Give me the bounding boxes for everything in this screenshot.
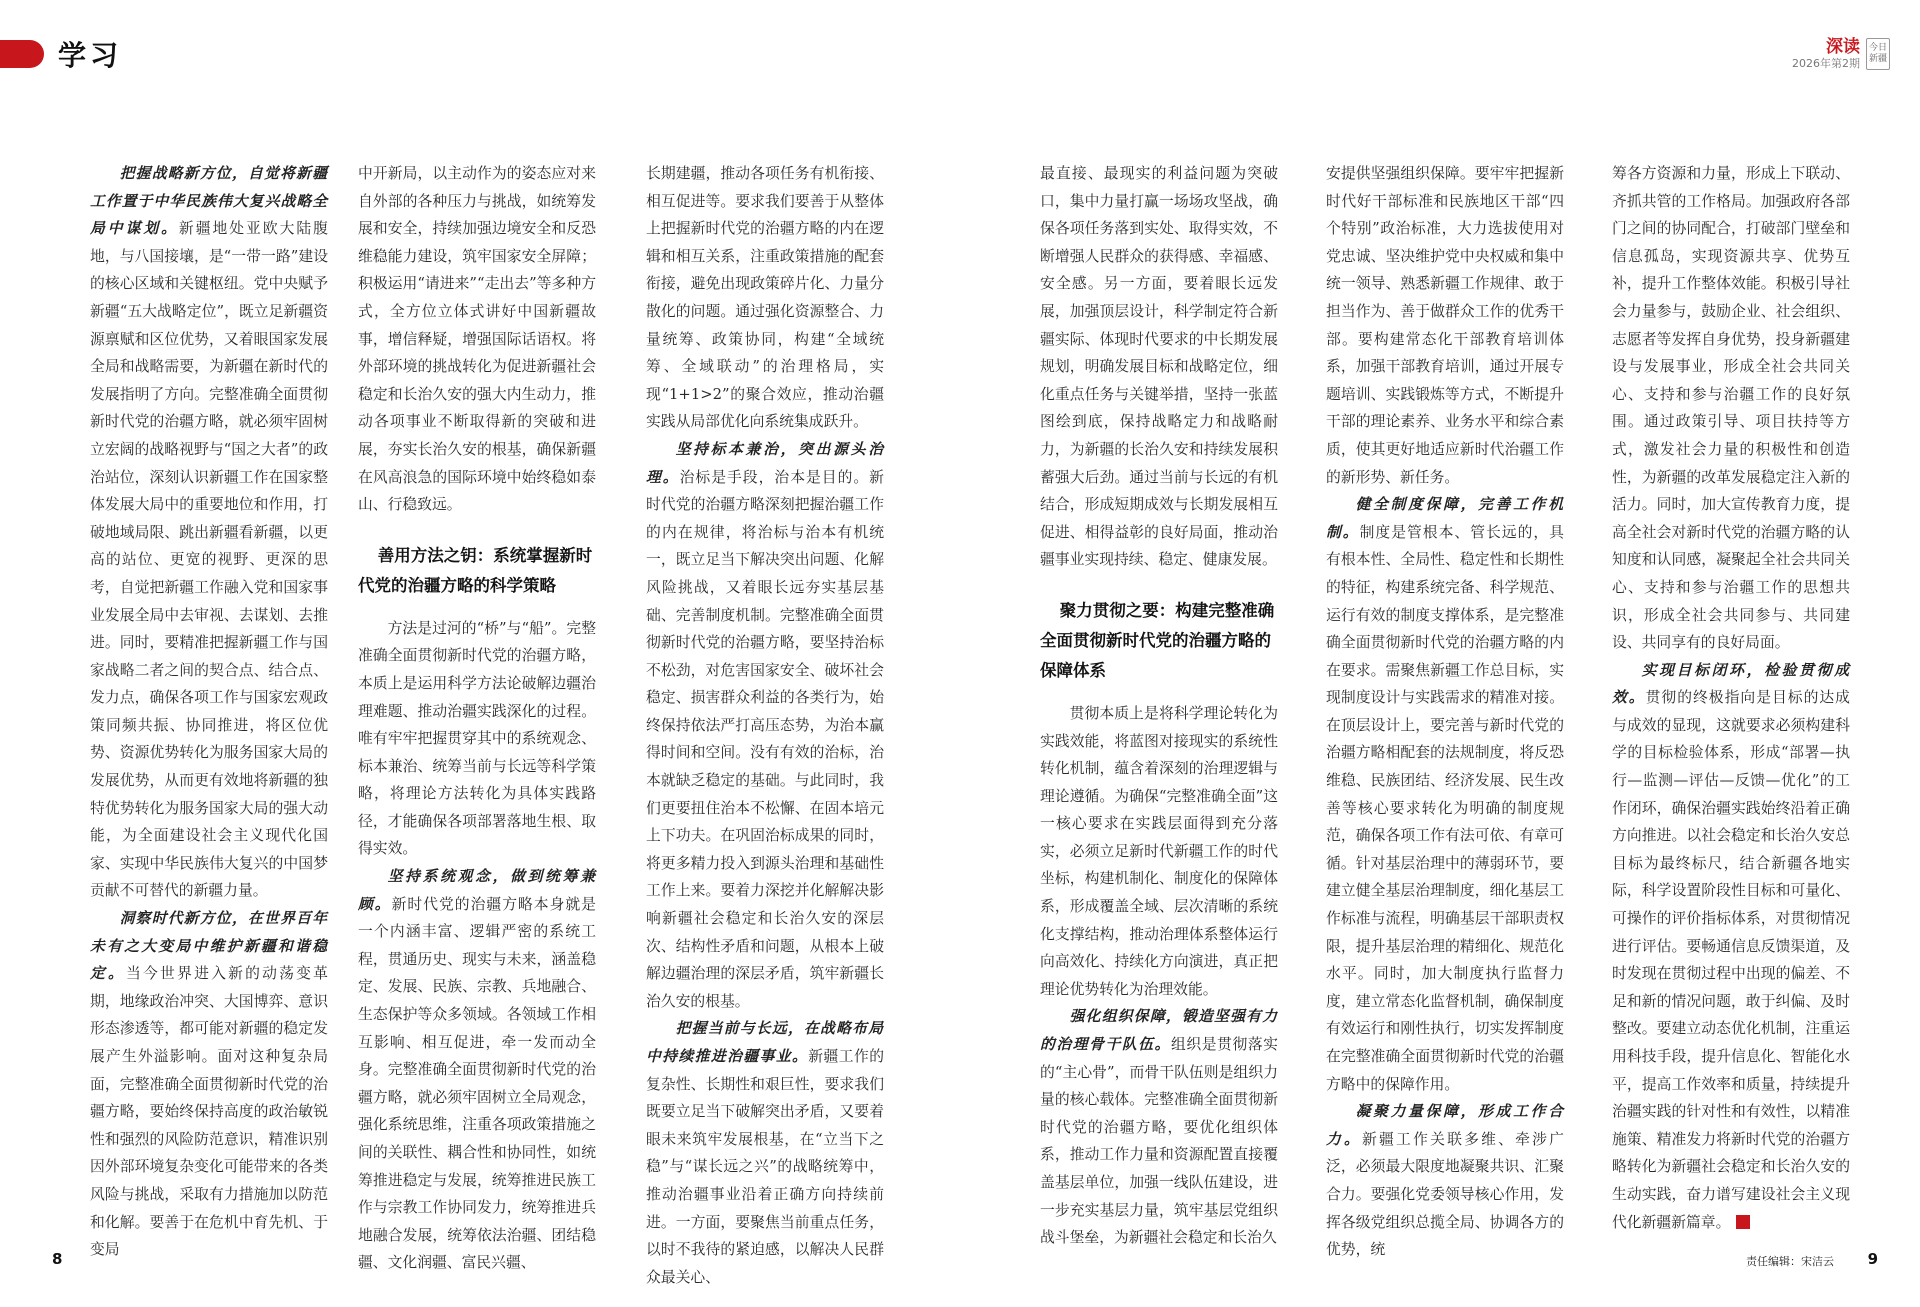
editor-credit: 责任编辑：宋洁云 [1746,1255,1834,1268]
paragraph [90,160,328,905]
paragraph [358,863,596,1277]
column-5 [1326,160,1564,1259]
paragraph [358,615,596,863]
paragraph [1326,491,1564,1098]
paragraph-text: 贯彻的终极指向是目标的达成与成效的显现，这就要求必须构建科学的目标检验体系，形成“部署—执行—监测—评估—反馈—优化”的工作闭环，确保治疆实践始终沿着正确方向推进。以社会稳定和长治久安总目标为最终标尺，结合新疆各地实际，科学设置阶段性目标和可量化、可操作的评价指标体系，对贯彻情况进行评估。要畅通信息反馈渠道，及时发现在贯彻过程中出现的偏差、不足和新的情况问题，敢于纠偏、及时整改。要建立动态优化机制，注重运用科技手段，提升信息化、智能化水平，提高工作效率和质量，持续提升治疆实践的针对性和有效性，以精准施策、精准发力将新时代党的治疆方略转化为新疆社会稳定和长治久安的生动实践，奋力谱写建设社会主义现代化新疆新篇章。 [1612,689,1850,1231]
paragraph-text: 组织是贯彻落实的“主心骨”，而骨干队伍则是组织力量的核心载体。完整准确全面贯彻新时代党的治疆方略，要优化组织体系，推动工作力量和资源配置直接覆盖基层单位，加强一线队伍建设，进一步充实基层力量，筑牢基层党组织战斗堡垒，为新疆社会稳定和长治久 [1040,1036,1278,1247]
paragraph [646,160,884,436]
paragraph-text: 制度是管根本、管长远的，具有根本性、全局性、稳定性和长期性的特征，构建系统完备、科学规范、运行有效的制度支撑体系，是完整准确全面贯彻新时代党的治疆方略的内在要求。需聚焦新疆工作总目标，实现制度设计与实践需求的精准对接。在顶层设计上，要完善与新时代党的治疆方略相配套的法规制度，将反恐维稳、民族团结、经济发展、民生改善等核心要求转化为明确的制度规范，确保各项工作有法可依、有章可循。针对基层治理中的薄弱环节，要建立健全基层治理制度，细化基层工作标准与流程，明确基层干部职责权限，提升基层治理的精细化、规范化水平。同时，加大制度执行监督力度，建立常态化监督机制，确保制度有效运行和刚性执行，切实发挥制度在完整准确全面贯彻新时代党的治疆方略中的保障作用。 [1326,523,1564,1093]
paragraph-text: 治标是手段，治本是目的。新时代党的治疆方略深刻把握治疆工作的内在规律，将治标与治本有机统一，既立足当下解决突出问题、化解风险挑战，又着眼长远夯实基层基础、完善制度机制。完整准确全面贯彻新时代党的治疆方略，要坚持治标不松劲，对危害国家安全、破坏社会稳定、损害群众利益的各类行为，始终保持依法严打高压态势，为治本赢得时间和空间。没有有效的治标，治本就缺乏稳定的基础。与此同时，我们更要扭住治本不松懈、在固本培元上下功夫。在巩固治标成果的同时，将更多精力投入到源头治理和基础性工作上来。要着力深挖并化解解决影响新疆社会稳定和长治久安的深层次、结构性矛盾和问题，从根本上破解边疆治理的深层矛盾，筑牢新疆长治久安的根基。 [646,468,884,1010]
paragraph-lead: 凝聚力量保障，形成工作合力。 [1326,1103,1564,1148]
page-number-right: 9 [1867,1250,1878,1268]
page-number-left: 8 [52,1250,63,1268]
masthead [1792,38,1890,70]
paragraph-lead: 把握战略新方位，自觉将新疆工作置于中华民族伟大复兴战略全局中谋划。 [90,165,328,238]
paragraph [90,905,328,1264]
column-1 [90,160,328,1259]
paragraph [1612,657,1850,1236]
logo-bottom: 新疆 [1868,54,1887,64]
paragraph-text: 新疆地处亚欧大陆腹地，与八国接壤，是“一带一路”建设的核心区域和关键枢纽。党中央赋予新疆“五大战略定位”，既立足新疆资源禀赋和区位优势，又着眼国家发展全局和战略需要，为新疆在新时代的发展指明了方向。完整准确全面贯彻新时代党的治疆方略，就必须牢固树立宏阔的战略视野与“国之大者”的政治站位，深刻认识新疆工作在国家整体发展大局中的重要地位和作用，打破地域局限、跳出新疆看新疆，以更高的站位、更宽的视野、更深的思考，自觉把新疆工作融入党和国家事业发展全局中去审视、去谋划、去推进。同时，要精准把握新疆工作与国家战略二者之间的契合点、结合点、发力点，确保各项工作与国家宏观政策同频共振、协同推进，将区位优势、资源优势转化为服务国家大局的发展优势，从而更有效地将新疆的独特优势转化为服务国家大局的强大动能，为全面建设社会主义现代化国家、实现中华民族伟大复兴的中国梦贡献不可替代的新疆力量。 [90,220,328,900]
paragraph [1326,160,1564,491]
paragraph-lead: 坚持标本兼治，突出源头治理。 [646,440,884,486]
paragraph-lead: 实现目标闭环，检验贯彻成效。 [1612,661,1850,707]
paragraph [646,1015,884,1291]
magazine-logo [1866,38,1890,70]
paragraph [1326,1098,1564,1264]
paragraph: 最直接、最现实的利益问题为突破口，集中力量打赢一场场攻坚战，确保各项任务落到实处、取得实效，不断增强人民群众的获得感、幸福感、安全感。另一方面，要着眼长远发展，加强顶层设计，科学制定符合新疆实际、体现时代要求的中长期发展规划，明确发展目标和战略定位，细化重点任务与关键举措，坚持一张蓝图绘到底，保持战略定力和战略耐力，为新疆的长治久安和持续发展积蓄强大后劲。通过当前与长远的有机结合，形成短期成效与长期发展相互促进、相得益彰的良好局面，推动治疆事业实现持续、稳定、健康发展。 [1040,165,1278,569]
column-3 [646,160,884,1286]
logo-top: 今日 [1868,43,1887,53]
paragraph-text: 筹各方资源和力量，形成上下联动、齐抓共管的工作格局。加强政府各部门之间的协同配合，打破部门壁垒和信息孤岛，实现资源共享、优势互补，提升工作整体效能。积极引导社会力量参与，鼓励企业、社会组织、志愿者等发挥自身优势，投身新疆建设与发展事业，形成全社会共同关心、支持和参与治疆工作的良好氛围。通过政策引导、项目扶持等方式，激发社会力量的积极性和创造性，为新疆的改革发展稳定注入新的活力。同时，加大宣传教育力度，提高全社会对新时代党的治疆方略的认知度和认同感，凝聚起全社会共同关心、支持和参与治疆工作的思想共识，形成全社会共同参与、共同建设、共同享有的良好局面。 [1612,165,1850,652]
paragraph-lead: 强化组织保障，锻造坚强有力的治理骨干队伍。 [1040,1008,1278,1054]
paragraph-text: 当今世界进入新的动荡变革期，地缘政治冲突、大国博弈、意识形态渗透等，都可能对新疆的稳定发展产生外溢影响。面对这种复杂局面，完整准确全面贯彻新时代党的治疆方略，要始终保持高度的政治敏锐性和强烈的风险防范意识，精准识别因外部环境复杂变化可能带来的各类风险与挑战，采取有力措施加以防范和化解。要善于在危机中育先机、于变局 [90,965,328,1259]
column-2 [358,160,596,1272]
paragraph-text: 方法是过河的“桥”与“船”。完整准确全面贯彻新时代党的治疆方略，本质上是运用科学方法论破解边疆治理难题、推动治疆实践深化的过程。唯有牢牢把握贯穿其中的系统观念、标本兼治、统筹当前与长远等科学策略，将理论方法转化为具体实践路径，才能确保各项部署落地生根、取得实效。 [358,619,596,858]
paragraph-text: 新时代党的治疆方略本身就是一个内涵丰富、逻辑严密的系统工程，贯通历史、现实与未来，涵盖稳定、发展、民族、宗教、兵地融合、生态保护等众多领域。各领域工作相互影响、相互促进，牵一发而动全身。完整准确全面贯彻新时代党的治疆方略，就必须牢固树立全局观念，强化系统思维，注重各项政策措施之间的关联性、耦合性和协同性，如统筹推进稳定与发展，统筹推进民族工作与宗教工作协同发力，统筹推进兵地融合发展，统筹依法治疆、团结稳疆、文化润疆、富民兴疆、 [358,895,596,1272]
column-4 [1040,160,1278,1250]
paragraph [646,436,884,1015]
paragraph [1040,700,1278,1004]
paragraph-text: 新疆工作的复杂性、长期性和艰巨性，要求我们既要立足当下破解突出矛盾，又要着眼未来筑牢发展根基，在“立当下之稳”与“谋长远之兴”的战略统筹中，推动治疆事业沿着正确方向持续前进。一方面，要聚焦当前重点任务，以时不我待的紧迫感，以解决人民群众最关心、 [646,1048,884,1286]
paragraph-lead: 洞察时代新方位，在世界百年未有之大变局中维护新疆和谐稳定。 [90,910,328,983]
section-heading: 善用方法之钥：系统掌握新时代党的治疆方略的科学策略 [358,545,593,595]
column-6 [1612,160,1850,1250]
section-marker [0,40,44,68]
magazine-name: 深读 [1826,37,1860,57]
paragraph-lead: 把握当前与长远，在战略布局中持续推进治疆事业。 [646,1020,884,1065]
end-mark-icon [1736,1215,1750,1229]
paragraph-text: 安提供坚强组织保障。要牢牢把握新时代好干部标准和民族地区干部“四个特别”政治标准，大力选拔使用对党忠诚、坚决维护党中央权威和集中统一领导、熟悉新疆工作规律、敢于担当作为、善于做群众工作的优秀干部。要构建常态化干部教育培训体系，加强干部教育培训，通过开展专题培训、实践锻炼等方式，不断提升干部的理论素养、业务水平和综合素质，使其更好地适应新时代治疆工作的新形势、新任务。 [1326,165,1564,486]
paragraph: 中开新局，以主动作为的姿态应对来自外部的各种压力与挑战，如统筹发展和安全，持续加强边境安全和反恐维稳能力建设，筑牢国家安全屏障；积极运用“请进来”“走出去”等多种方式，全方位立体式讲好中国新疆故事，增信释疑，增强国际话语权。将外部环境的挑战转化为促进新疆社会稳定和长治久安的强大内生动力，推动各项事业不断取得新的突破和进展，夯实长治久安的根基，确保新疆在风高浪急的国际环境中始终稳如泰山、行稳致远。 [358,165,596,514]
paragraph-text: 新疆工作关联多维、牵涉广泛，必须最大限度地凝聚共识、汇聚合力。要强化党委领导核心作用，发挥各级党组织总揽全局、协调各方的优势，统 [1326,1130,1564,1259]
paragraph [1612,160,1850,657]
paragraph [1040,1003,1278,1251]
paragraph-lead: 坚持系统观念，做到统筹兼顾。 [358,868,596,913]
section-title: 学习 [58,39,123,72]
section-heading: 聚力贯彻之要：构建完整准确全面贯彻新时代党的治疆方略的保障体系 [1040,600,1275,680]
paragraph-lead: 健全制度保障，完善工作机制。 [1326,496,1564,541]
issue-number: 2026年第2期 [1792,57,1860,70]
paragraph-text: 长期建疆，推动各项任务有机衔接、相互促进等。要求我们要善于从整体上把握新时代党的治疆方略的内在逻辑和相互关系，注重政策措施的配套衔接，避免出现政策碎片化、力量分散化的问题。通过强化资源整合、力量统筹、政策协同，构建“全域统筹、全域联动”的治理格局，实现“1+1>2”的聚合效应，推动治疆实践从局部优化向系统集成跃升。 [646,165,884,431]
paragraph-text: 贯彻本质上是将科学理论转化为实践效能，将蓝图对接现实的系统性转化机制，蕴含着深刻的治理逻辑与理论遵循。为确保“完整准确全面”这一核心要求在实践层面得到充分落实，必须立足新时代新疆工作的时代坐标，构建机制化、制度化的保障体系，形成覆盖全域、层次清晰的系统化支撑结构，推动治理体系整体运行向高效化、持续化方向演进，真正把理论优势转化为治理效能。 [1040,704,1278,998]
